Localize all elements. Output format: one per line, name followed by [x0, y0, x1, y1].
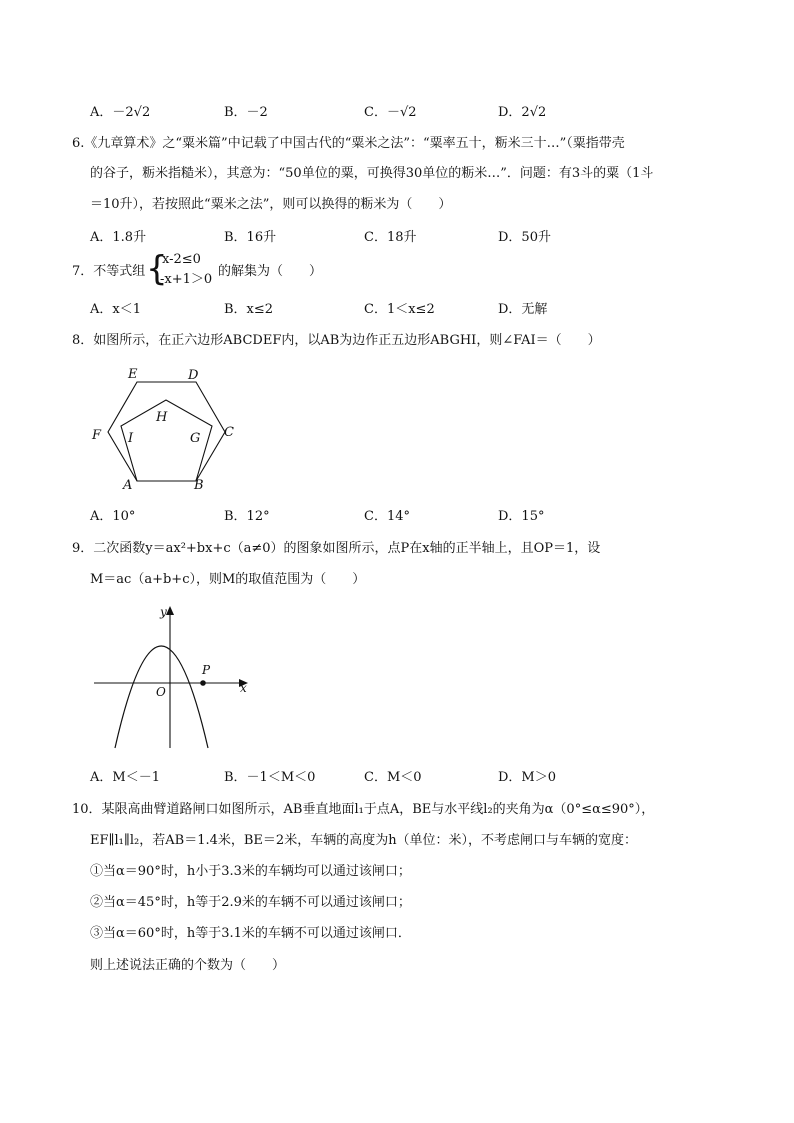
q7-inequality-2: -x+1＞0	[160, 272, 213, 287]
q9-text-line2: M＝ac（a+b+c），则M的取值范围为（ ）	[90, 572, 366, 587]
label-h: H	[156, 410, 168, 425]
q5-option-d: D．2√2	[498, 105, 547, 120]
q8-option-c: C．14°	[364, 509, 410, 524]
q10-statement-2: ②当α＝45°时，h等于2.9米的车辆不可以通过该闸口；	[90, 895, 411, 910]
hexagon-pentagon-figure	[88, 364, 248, 496]
q6-text-line2: 的谷子，粝米指糙米），其意为：“50单位的粟，可换得30单位的粝米…”．问题：有3斗的粟（1斗	[90, 166, 654, 181]
hexagon-ABCDEF	[108, 382, 225, 481]
q6-option-c: C．18升	[364, 230, 417, 245]
label-g: G	[190, 431, 201, 446]
q5-option-b: B．－2	[224, 105, 268, 120]
q9-option-a: A．M＜－1	[90, 770, 160, 785]
y-axis-arrow	[166, 606, 174, 615]
q7-option-d: D．无解	[498, 302, 548, 317]
q10-statement-3: ③当α＝60°时，h等于3.1米的车辆不可以通过该闸口．	[90, 926, 411, 941]
q6-text-line1: 6.《九章算术》之“粟米篇”中记载了中国古代的“粟米之法”：“粟率五十，粝米三十…”（粟指带壳	[72, 136, 625, 151]
label-e: E	[128, 367, 138, 382]
point-p	[200, 680, 206, 686]
q8-option-a: A．10°	[90, 509, 136, 524]
q7-suffix: 的解集为（ ）	[218, 264, 323, 279]
label-p: P	[202, 663, 211, 677]
q6-option-b: B．16升	[224, 230, 277, 245]
q6-option-a: A．1.8升	[90, 230, 147, 245]
q9-text-line1: 9．二次函数y＝ax²+bx+c（a≠0）的图象如图所示，点P在x轴的正半轴上，且OP＝1，设	[72, 541, 601, 556]
q8-option-b: B．12°	[224, 509, 270, 524]
q7-option-b: B．x≤2	[224, 302, 274, 317]
q8-option-d: D．15°	[498, 509, 545, 524]
inequality-brace: {	[146, 249, 168, 289]
q10-text-line1: 10．某限高曲臂道路闸口如图所示，AB垂直地面l₁于点A，BE与水平线l₂的夹角为α（0°≤α≤90°），	[72, 802, 655, 817]
label-a: A	[123, 478, 133, 493]
label-o: O	[156, 685, 166, 699]
label-x: x	[240, 681, 247, 695]
label-y: y	[160, 605, 167, 619]
q7-option-c: C．1＜x≤2	[364, 302, 435, 317]
q5-option-a: A．－2√2	[90, 105, 151, 120]
q6-option-d: D．50升	[498, 230, 551, 245]
label-f: F	[92, 428, 102, 443]
q8-text: 8．如图所示，在正六边形ABCDEF内，以AB为边作正五边形ABGHI，则∠FAI＝（ ）	[72, 333, 601, 348]
q5-option-c: C．－√2	[364, 105, 417, 120]
q10-statement-1: ①当α＝90°时，h小于3.3米的车辆均可以通过该闸口；	[90, 864, 411, 879]
q9-option-d: D．M＞0	[498, 770, 557, 785]
label-b: B	[194, 478, 204, 493]
q7-inequality-1: x-2≤0	[162, 252, 201, 267]
label-d: D	[188, 368, 199, 383]
q9-option-b: B．－1＜M＜0	[224, 770, 316, 785]
q10-text-line3: 则上述说法正确的个数为（ ）	[90, 958, 286, 973]
parabola-graph	[88, 602, 258, 752]
q7-prefix: 7．不等式组	[72, 264, 146, 279]
label-i: I	[128, 431, 134, 446]
q10-text-line2: EF∥l₁∥l₂，若AB＝1.4米，BE＝2米，车辆的高度为h（单位：米），不考虑闸口与车辆的宽度：	[90, 833, 638, 848]
q7-option-a: A．x＜1	[90, 302, 141, 317]
q6-text-line3: ＝10升），若按照此“粟米之法”，则可以换得的粝米为（ ）	[90, 197, 452, 212]
q9-option-c: C．M＜0	[364, 770, 422, 785]
label-c: C	[224, 425, 234, 440]
